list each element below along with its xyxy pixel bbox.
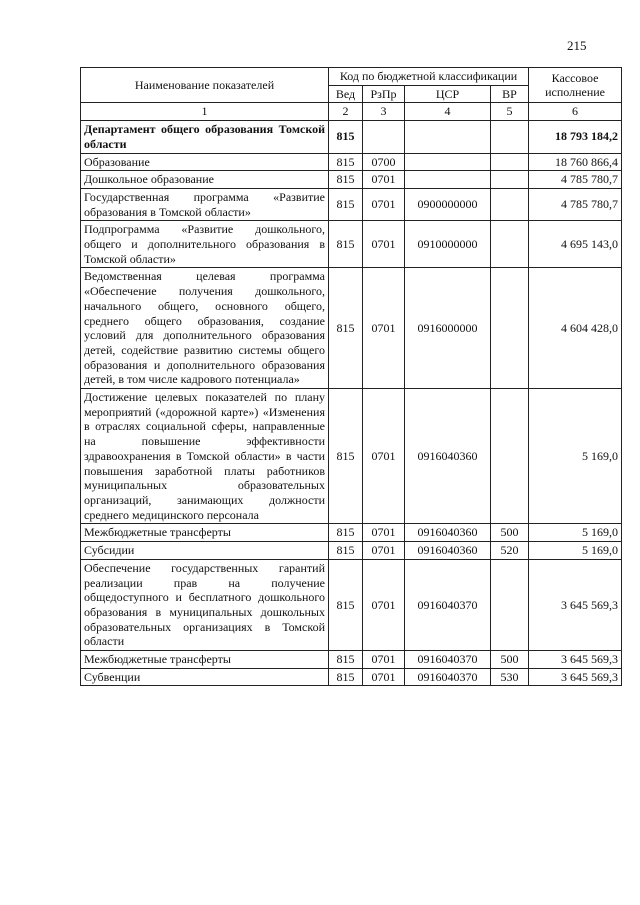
row-ved-cell: 815 bbox=[329, 559, 363, 650]
header-code-group: Код по бюджетной классификации bbox=[329, 68, 529, 86]
row-rzpr-cell: 0701 bbox=[363, 171, 405, 189]
header-name: Наименование показателей bbox=[81, 68, 329, 103]
row-ved-cell: 815 bbox=[329, 188, 363, 220]
row-ved-cell: 815 bbox=[329, 153, 363, 171]
row-csr-cell: 0916000000 bbox=[405, 268, 491, 389]
row-rzpr-cell: 0701 bbox=[363, 542, 405, 560]
row-vr-cell bbox=[491, 121, 529, 153]
row-name-cell: Департамент общего образования Томской области bbox=[81, 121, 329, 153]
table-row bbox=[81, 171, 622, 189]
row-vr-cell bbox=[491, 153, 529, 171]
row-amount-cell: 3 645 569,3 bbox=[529, 668, 622, 686]
header-rzpr: РзПр bbox=[363, 85, 405, 103]
row-amount-cell: 5 169,0 bbox=[529, 524, 622, 542]
row-amount-cell: 4 604 428,0 bbox=[529, 268, 622, 389]
row-name-cell: Подпрограмма «Развитие дошкольного, общего и дополнительного образования в Томской области» bbox=[81, 221, 329, 268]
column-number: 3 bbox=[363, 103, 405, 121]
table-row bbox=[81, 559, 622, 650]
row-rzpr-cell: 0700 bbox=[363, 153, 405, 171]
row-amount-cell: 4 785 780,7 bbox=[529, 171, 622, 189]
row-csr-cell: 0916040370 bbox=[405, 559, 491, 650]
row-rzpr-cell: 0701 bbox=[363, 559, 405, 650]
header-execution: Кассовое исполнение bbox=[529, 68, 622, 103]
column-number: 6 bbox=[529, 103, 622, 121]
header-ved: Вед bbox=[329, 85, 363, 103]
row-csr-cell: 0916040370 bbox=[405, 651, 491, 669]
table-row bbox=[81, 524, 622, 542]
column-number: 2 bbox=[329, 103, 363, 121]
row-csr-cell bbox=[405, 171, 491, 189]
row-name-cell: Государственная программа «Развитие образования в Томской области» bbox=[81, 188, 329, 220]
row-amount-cell: 4 695 143,0 bbox=[529, 221, 622, 268]
row-vr-cell bbox=[491, 171, 529, 189]
page-number: 215 bbox=[567, 38, 587, 53]
row-vr-cell bbox=[491, 221, 529, 268]
row-name-cell: Ведомственная целевая программа «Обеспечение получения дошкольного, начального общего, основного общего, среднего общего образования, создание условий для дополнительного образования детей, содействие развитию системы общего образования и дополнительного образования детей, в том числе кадрового потенциала» bbox=[81, 268, 329, 389]
table-row bbox=[81, 153, 622, 171]
table-row bbox=[81, 121, 622, 153]
row-csr-cell: 0916040360 bbox=[405, 524, 491, 542]
row-amount-cell: 3 645 569,3 bbox=[529, 559, 622, 650]
row-name-cell: Межбюджетные трансферты bbox=[81, 651, 329, 669]
row-amount-cell: 18 793 184,2 bbox=[529, 121, 622, 153]
row-rzpr-cell: 0701 bbox=[363, 268, 405, 389]
column-number: 5 bbox=[491, 103, 529, 121]
header-csr: ЦСР bbox=[405, 85, 491, 103]
row-ved-cell: 815 bbox=[329, 268, 363, 389]
row-vr-cell bbox=[491, 268, 529, 389]
row-ved-cell: 815 bbox=[329, 542, 363, 560]
row-amount-cell: 3 645 569,3 bbox=[529, 651, 622, 669]
row-name-cell: Дошкольное образование bbox=[81, 171, 329, 189]
row-name-cell: Обеспечение государственных гарантий реализации прав на получение общедоступного и бесплатного дошкольного образования в муниципальных дошкольных образовательных организациях в Томской области bbox=[81, 559, 329, 650]
row-amount-cell: 18 760 866,4 bbox=[529, 153, 622, 171]
row-rzpr-cell: 0701 bbox=[363, 188, 405, 220]
row-rzpr-cell bbox=[363, 121, 405, 153]
row-name-cell: Образование bbox=[81, 153, 329, 171]
row-ved-cell: 815 bbox=[329, 171, 363, 189]
row-vr-cell: 520 bbox=[491, 542, 529, 560]
table-row bbox=[81, 542, 622, 560]
table-row bbox=[81, 389, 622, 524]
column-number: 1 bbox=[81, 103, 329, 121]
budget-table bbox=[80, 67, 622, 686]
row-ved-cell: 815 bbox=[329, 524, 363, 542]
row-amount-cell: 4 785 780,7 bbox=[529, 188, 622, 220]
row-ved-cell: 815 bbox=[329, 651, 363, 669]
header-row bbox=[81, 68, 622, 86]
table-row bbox=[81, 188, 622, 220]
row-rzpr-cell: 0701 bbox=[363, 668, 405, 686]
row-ved-cell: 815 bbox=[329, 389, 363, 524]
row-name-cell: Субсидии bbox=[81, 542, 329, 560]
row-csr-cell: 0916040370 bbox=[405, 668, 491, 686]
row-rzpr-cell: 0701 bbox=[363, 651, 405, 669]
row-name-cell: Субвенции bbox=[81, 668, 329, 686]
column-number: 4 bbox=[405, 103, 491, 121]
row-vr-cell: 500 bbox=[491, 651, 529, 669]
row-csr-cell: 0916040360 bbox=[405, 389, 491, 524]
row-vr-cell bbox=[491, 389, 529, 524]
row-vr-cell bbox=[491, 559, 529, 650]
row-name-cell: Межбюджетные трансферты bbox=[81, 524, 329, 542]
row-csr-cell bbox=[405, 153, 491, 171]
row-ved-cell: 815 bbox=[329, 121, 363, 153]
row-rzpr-cell: 0701 bbox=[363, 389, 405, 524]
table-row bbox=[81, 651, 622, 669]
row-rzpr-cell: 0701 bbox=[363, 524, 405, 542]
row-amount-cell: 5 169,0 bbox=[529, 542, 622, 560]
table-row bbox=[81, 668, 622, 686]
column-number-row bbox=[81, 103, 622, 121]
row-vr-cell: 500 bbox=[491, 524, 529, 542]
row-csr-cell: 0910000000 bbox=[405, 221, 491, 268]
row-name-cell: Достижение целевых показателей по плану мероприятий («дорожной карте») «Изменения в отраслях социальной сферы, направленные на повышение эффективности здравоохранения в Томской области» в части повышения заработной платы работников муниципальных образовательных организаций, занимающих должности среднего медицинского персонала bbox=[81, 389, 329, 524]
row-ved-cell: 815 bbox=[329, 668, 363, 686]
row-csr-cell: 0900000000 bbox=[405, 188, 491, 220]
header-vr: ВР bbox=[491, 85, 529, 103]
row-csr-cell: 0916040360 bbox=[405, 542, 491, 560]
row-vr-cell: 530 bbox=[491, 668, 529, 686]
row-csr-cell bbox=[405, 121, 491, 153]
table-row bbox=[81, 221, 622, 268]
row-rzpr-cell: 0701 bbox=[363, 221, 405, 268]
row-amount-cell: 5 169,0 bbox=[529, 389, 622, 524]
row-ved-cell: 815 bbox=[329, 221, 363, 268]
table-row bbox=[81, 268, 622, 389]
row-vr-cell bbox=[491, 188, 529, 220]
